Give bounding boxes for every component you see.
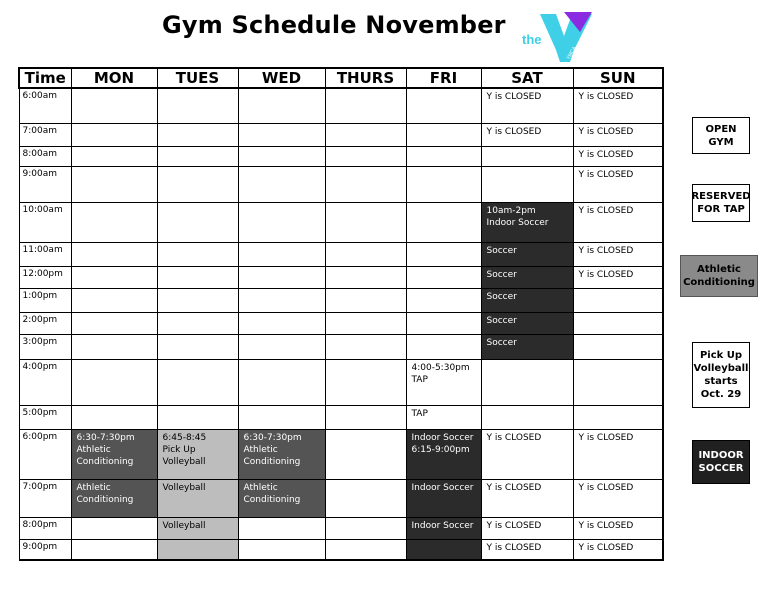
- schedule-cell-tues: [157, 202, 238, 242]
- page-title: Gym Schedule November: [162, 11, 506, 39]
- table-row: [19, 405, 663, 429]
- schedule-cell-sat: [481, 334, 573, 359]
- schedule-cell-sat: [481, 517, 573, 539]
- cell-text: Y is CLOSED: [578, 92, 634, 102]
- schedule-cell-wed: [238, 312, 325, 334]
- table-row: [19, 146, 663, 166]
- schedule-cell-sun: [573, 123, 663, 146]
- schedule-cell-fri: [406, 266, 481, 288]
- schedule-cell-sun: [573, 479, 663, 517]
- legend-athletic-conditioning: Athletic Conditioning: [680, 255, 758, 297]
- schedule-cell-wed: [238, 123, 325, 146]
- schedule-cell-mon: [71, 517, 157, 539]
- cell-text: Y is CLOSED: [578, 245, 634, 256]
- schedule-cell-mon: [71, 266, 157, 288]
- schedule-cell-tues: [157, 123, 238, 146]
- cell-text: Y is CLOSED: [578, 542, 634, 553]
- cell-text: 4:00-5:30pm TAP: [411, 362, 470, 385]
- schedule-cell-sat: [481, 123, 573, 146]
- schedule-cell-fri: [406, 334, 481, 359]
- table-row: [19, 334, 663, 359]
- time-cell: 6:00pm: [19, 429, 71, 479]
- table-row: [19, 202, 663, 242]
- schedule-cell-fri: [406, 359, 481, 405]
- cell-text: Y is CLOSED: [578, 520, 634, 531]
- schedule-cell-thurs: [325, 334, 406, 359]
- table-row: [19, 242, 663, 266]
- cell-text: Y is CLOSED: [578, 149, 634, 160]
- schedule-cell-thurs: [325, 517, 406, 539]
- column-header-tues: TUES: [157, 68, 238, 88]
- schedule-cell-sun: [573, 359, 663, 405]
- schedule-cell-tues: [157, 334, 238, 359]
- schedule-cell-thurs: [325, 539, 406, 560]
- schedule-cell-sat: [481, 479, 573, 517]
- column-header-wed: WED: [238, 68, 325, 88]
- time-cell: 7:00am: [19, 123, 71, 146]
- time-cell: 7:00pm: [19, 479, 71, 517]
- schedule-cell-sun: [573, 334, 663, 359]
- schedule-cell-mon: [71, 166, 157, 202]
- schedule-cell-fri: [406, 166, 481, 202]
- schedule-cell-fri: [406, 405, 481, 429]
- cell-text: 10am-2pm Indoor Soccer: [486, 205, 549, 228]
- schedule-cell-tues: [157, 146, 238, 166]
- time-cell: 5:00pm: [19, 405, 71, 429]
- table-row: [19, 517, 663, 539]
- cell-text: Y is CLOSED: [578, 169, 634, 180]
- cell-text: Soccer: [486, 269, 517, 280]
- schedule-cell-wed: [238, 146, 325, 166]
- legend-open-gym: OPEN GYM: [692, 117, 750, 154]
- time-cell: 11:00am: [19, 242, 71, 266]
- column-header-sun: SUN: [573, 68, 663, 88]
- cell-text: Volleyball: [162, 520, 206, 531]
- time-cell: 4:00pm: [19, 359, 71, 405]
- schedule-cell-wed: [238, 242, 325, 266]
- schedule-cell-tues: [157, 88, 238, 123]
- time-cell: 8:00am: [19, 146, 71, 166]
- schedule-cell-sat: [481, 288, 573, 312]
- schedule-cell-wed: [238, 479, 325, 517]
- schedule-cell-wed: [238, 288, 325, 312]
- schedule-cell-fri: [406, 242, 481, 266]
- schedule-cell-mon: [71, 288, 157, 312]
- schedule-cell-sun: [573, 146, 663, 166]
- schedule-cell-sat: [481, 88, 573, 123]
- cell-text: Y is CLOSED: [578, 269, 634, 280]
- schedule-cell-sun: [573, 429, 663, 479]
- schedule-cell-fri: [406, 288, 481, 312]
- schedule-cell-tues: [157, 266, 238, 288]
- cell-text: Soccer: [486, 245, 517, 256]
- schedule-cell-sun: [573, 88, 663, 123]
- column-header-time: Time: [19, 68, 71, 88]
- legend-pickup-volleyball: Pick Up Volleyball starts Oct. 29: [692, 342, 750, 408]
- schedule-cell-tues: [157, 166, 238, 202]
- table-row: [19, 359, 663, 405]
- cell-text: Athletic Conditioning: [76, 482, 134, 505]
- cell-text: Y is CLOSED: [486, 92, 542, 102]
- schedule-cell-mon: [71, 429, 157, 479]
- svg-text:the: the: [522, 32, 542, 47]
- schedule-cell-thurs: [325, 266, 406, 288]
- schedule-cell-thurs: [325, 202, 406, 242]
- schedule-table: [18, 67, 664, 561]
- table-row: [19, 266, 663, 288]
- time-cell: 9:00pm: [19, 539, 71, 560]
- schedule-cell-thurs: [325, 242, 406, 266]
- cell-text: Indoor Soccer: [411, 520, 474, 531]
- schedule-cell-fri: [406, 539, 481, 560]
- schedule-cell-mon: [71, 312, 157, 334]
- schedule-cell-sun: [573, 166, 663, 202]
- cell-text: Y is CLOSED: [578, 432, 634, 443]
- cell-text: Y is CLOSED: [486, 126, 542, 137]
- cell-text: Y is CLOSED: [486, 432, 542, 443]
- time-cell: 6:00am: [19, 88, 71, 123]
- cell-text: Soccer: [486, 291, 517, 302]
- svg-text:YMCA: YMCA: [565, 45, 578, 61]
- time-cell: 9:00am: [19, 166, 71, 202]
- legend-indoor-soccer: INDOOR SOCCER: [692, 440, 750, 484]
- cell-text: Y is CLOSED: [486, 482, 542, 493]
- schedule-cell-mon: [71, 539, 157, 560]
- cell-text: Y is CLOSED: [578, 205, 634, 216]
- schedule-cell-thurs: [325, 429, 406, 479]
- schedule-cell-wed: [238, 429, 325, 479]
- schedule-cell-sat: [481, 359, 573, 405]
- schedule-cell-sun: [573, 539, 663, 560]
- table-row: [19, 88, 663, 123]
- schedule-cell-thurs: [325, 88, 406, 123]
- schedule-cell-thurs: [325, 312, 406, 334]
- schedule-cell-wed: [238, 334, 325, 359]
- schedule-cell-mon: [71, 146, 157, 166]
- schedule-cell-thurs: [325, 123, 406, 146]
- schedule-cell-mon: [71, 479, 157, 517]
- schedule-cell-thurs: [325, 146, 406, 166]
- cell-text: Y is CLOSED: [578, 126, 634, 137]
- legend-reserved-for-tap: RESERVED FOR TAP: [692, 184, 750, 222]
- table-row: [19, 288, 663, 312]
- ymca-logo: [520, 6, 596, 64]
- schedule-cell-sun: [573, 266, 663, 288]
- schedule-cell-wed: [238, 266, 325, 288]
- header-row: [19, 68, 663, 88]
- schedule-cell-thurs: [325, 359, 406, 405]
- schedule-cell-wed: [238, 88, 325, 123]
- schedule-cell-thurs: [325, 405, 406, 429]
- schedule-cell-sat: [481, 539, 573, 560]
- schedule-cell-fri: [406, 88, 481, 123]
- time-cell: 10:00am: [19, 202, 71, 242]
- schedule-cell-mon: [71, 202, 157, 242]
- schedule-cell-sat: [481, 202, 573, 242]
- schedule-cell-wed: [238, 405, 325, 429]
- column-header-sat: SAT: [481, 68, 573, 88]
- schedule-cell-tues: [157, 539, 238, 560]
- schedule-cell-wed: [238, 166, 325, 202]
- schedule-cell-fri: [406, 312, 481, 334]
- schedule-cell-sat: [481, 429, 573, 479]
- schedule-cell-tues: [157, 429, 238, 479]
- column-header-mon: MON: [71, 68, 157, 88]
- column-header-fri: FRI: [406, 68, 481, 88]
- cell-text: Indoor Soccer: [411, 482, 474, 493]
- time-cell: 3:00pm: [19, 334, 71, 359]
- schedule-cell-mon: [71, 88, 157, 123]
- schedule-cell-sun: [573, 312, 663, 334]
- schedule-cell-sat: [481, 166, 573, 202]
- schedule-cell-tues: [157, 359, 238, 405]
- table-row: [19, 312, 663, 334]
- cell-text: Y is CLOSED: [486, 520, 542, 531]
- schedule-cell-sat: [481, 242, 573, 266]
- schedule-cell-wed: [238, 359, 325, 405]
- schedule-cell-sun: [573, 288, 663, 312]
- schedule-cell-fri: [406, 517, 481, 539]
- schedule-cell-fri: [406, 429, 481, 479]
- cell-text: 6:30-7:30pm Athletic Conditioning: [76, 432, 135, 467]
- schedule-cell-sun: [573, 202, 663, 242]
- schedule-cell-sat: [481, 146, 573, 166]
- cell-text: 6:45-8:45 Pick Up Volleyball: [162, 432, 207, 467]
- time-cell: 8:00pm: [19, 517, 71, 539]
- schedule-cell-thurs: [325, 288, 406, 312]
- schedule-cell-mon: [71, 334, 157, 359]
- schedule-cell-tues: [157, 517, 238, 539]
- schedule-cell-mon: [71, 359, 157, 405]
- schedule-cell-sat: [481, 405, 573, 429]
- schedule-cell-mon: [71, 405, 157, 429]
- cell-text: Indoor Soccer 6:15-9:00pm: [411, 432, 474, 455]
- schedule-cell-tues: [157, 242, 238, 266]
- schedule-cell-thurs: [325, 166, 406, 202]
- schedule-cell-mon: [71, 242, 157, 266]
- schedule-cell-sun: [573, 405, 663, 429]
- cell-text: Soccer: [486, 337, 517, 348]
- cell-text: 6:30-7:30pm Athletic Conditioning: [243, 432, 302, 467]
- time-cell: 1:00pm: [19, 288, 71, 312]
- schedule-cell-wed: [238, 539, 325, 560]
- schedule-cell-wed: [238, 517, 325, 539]
- schedule-cell-fri: [406, 146, 481, 166]
- schedule-cell-fri: [406, 123, 481, 146]
- schedule-cell-sat: [481, 312, 573, 334]
- time-cell: 2:00pm: [19, 312, 71, 334]
- cell-text: Soccer: [486, 315, 517, 326]
- schedule-cell-tues: [157, 479, 238, 517]
- table-row: [19, 479, 663, 517]
- cell-text: Athletic Conditioning: [243, 482, 301, 505]
- column-header-thurs: THURS: [325, 68, 406, 88]
- schedule-cell-mon: [71, 123, 157, 146]
- schedule-cell-thurs: [325, 479, 406, 517]
- schedule-cell-sun: [573, 242, 663, 266]
- cell-text: Y is CLOSED: [486, 542, 542, 553]
- table-row: [19, 123, 663, 146]
- schedule-cell-fri: [406, 479, 481, 517]
- schedule-cell-sun: [573, 517, 663, 539]
- time-cell: 12:00pm: [19, 266, 71, 288]
- schedule-cell-tues: [157, 312, 238, 334]
- cell-text: TAP: [411, 408, 428, 419]
- schedule-cell-wed: [238, 202, 325, 242]
- table-row: [19, 166, 663, 202]
- schedule-cell-tues: [157, 405, 238, 429]
- schedule-cell-fri: [406, 202, 481, 242]
- cell-text: Volleyball: [162, 482, 206, 493]
- table-row: [19, 429, 663, 479]
- cell-text: Y is CLOSED: [578, 482, 634, 493]
- schedule-cell-sat: [481, 266, 573, 288]
- table-row: [19, 539, 663, 560]
- schedule-cell-tues: [157, 288, 238, 312]
